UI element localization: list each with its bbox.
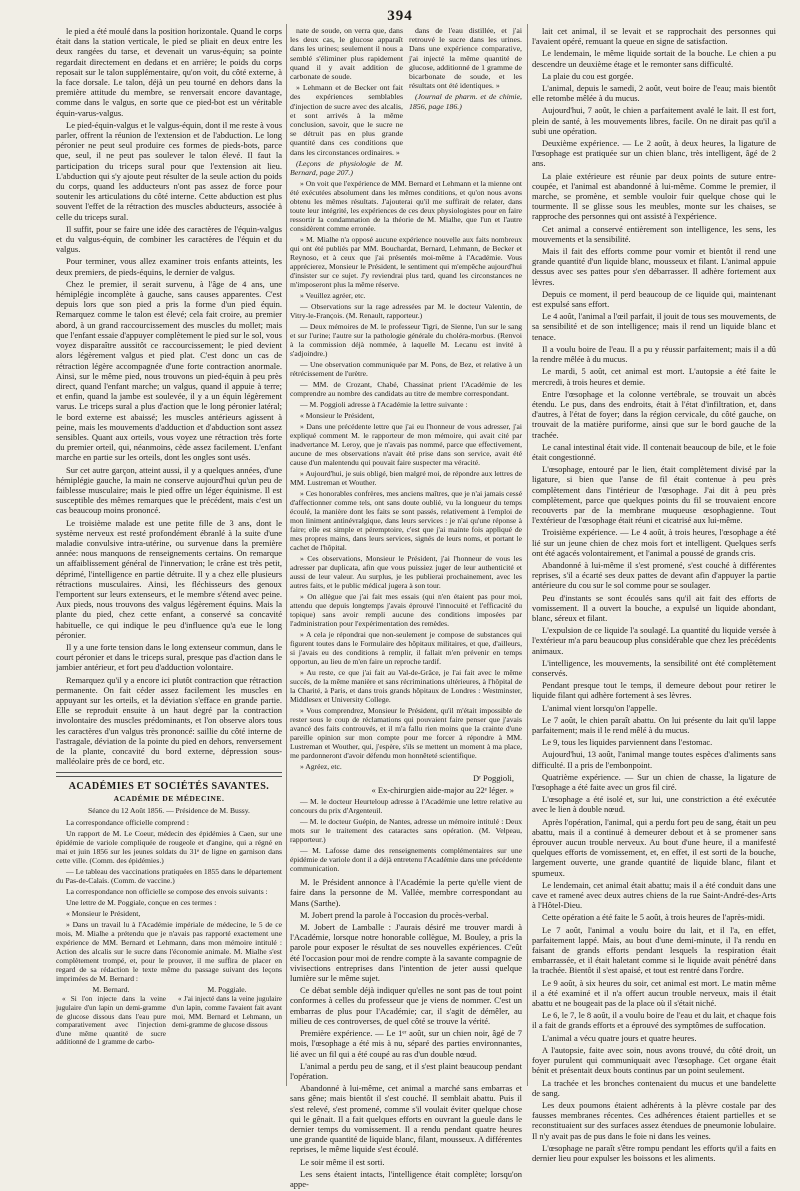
paragraph: L'animal a perdu peu de sang, et il s'est plaint beaucoup pendant l'opération. [290, 1060, 522, 1081]
comparison-right-text: « J'ai injecté dans la veine jugulaire d'un lapin, comme l'avaient fait avant moi, MM. Bernard et Lehmann, un demi-gramme de glucose dissous [172, 995, 282, 1030]
paragraph: Le canal intestinal était vide. Il contenait beaucoup de bile, et le foie était congestionné. [532, 441, 776, 462]
paragraph: Le lendemain, le même liquide sortait de la bouche. Le chien a pu descendre un deuxième étage et le remonter sans difficulté. [532, 48, 776, 69]
seance-date: Séance du 12 Août 1856. — Présidence de M. Bussy. [88, 806, 250, 816]
paragraph: Le lendemain, cet animal était abattu; mais il a été conduit dans une cave et ramené avec deux autres chiens de la rue Saint-André-des-Arts à l'Hôtel-Dieu. [532, 879, 776, 911]
paragraph: lait cet animal, il se levait et se rapprochait des personnes qui l'avaient opéré, remuant la queue en signe de satisfaction. [532, 26, 776, 47]
paragraph: « Monsieur le Président, [300, 411, 375, 421]
paragraph: Abandonné à lui-même il s'est promené, s'est couché à différentes reprises, s'il a écarté ses deux pattes de devant afin d'appuyer la partie antérieure du cou sur le sol comme pour se soulager. [532, 559, 776, 591]
paragraph: » On voit que l'expérience de MM. Bernard et Lehmann et la mienne ont été exécutées absolument dans les mêmes conditions, et qu'on nous avons obtenu les mêmes résultats. J'ajouterai qu'il me suffirait de relater, dans toute leur intégrité, les expériences de ces deux physiologistes pour en faire ressortir la condamnation de la théorie de M. Mialhe, que l'un et l'autre considèrent comme erronée. [290, 179, 522, 234]
signature [290, 773, 522, 783]
academy-report [56, 818, 282, 983]
paragraph: M. le Président annonce à l'Académie la perte qu'elle vient de faire dans la personne de M. Vallée, membre correspondant au Mans (Sarthe). [290, 877, 522, 908]
paragraph: — Deux mémoires de M. le professeur Tigri, de Sienne, l'un sur le sang et sur l'urine; l'autre sur la pathologie générale du choléra-morbus. (Renvoi à la commission déjà nommée, à laquelle M. Lecanu est invité à s'adjoindre.) [290, 322, 522, 359]
paragraph: « Monsieur le Président, [66, 909, 141, 919]
signature-title-text: « Ex-chirurgien aide-major au 22ᵉ léger. » [371, 785, 514, 796]
paragraph: » On allègue que j'ai fait mes essais (qui n'en étaient pas pour moi, attendu que depuis longtemps j'avais éprouvé l'innocuité et l'efficacité du topique) sans avoir rempli aucune des conditions imposées par l'administration pour l'expérimentation des remèdes. [290, 592, 522, 629]
paragraph: Le 6, le 7, le 8 août, il a voulu boire de l'eau et du lait, et chaque fois il a fait de grands efforts et a éprouvé des symptômes de suffocation. [532, 1010, 776, 1031]
comparison-left-cont-text2: » Lehmann et de Becker ont fait des expériences semblables d'injection de sucre avec des alcalis, et sont arrivés à la même conclusion, savoir, que le sucre ne se détruit pas en plus grande quantité dans ces conditions que dans les circonstances ordinaires. » [290, 83, 403, 157]
paragraph: Chez le premier, il serait survenu, à l'âge de 4 ans, une hémiplégie incomplète à gauche, sans causes apparentes. C'est depuis lors que son pied a pris la forme d'un pied équin. Remarquez comme le talon est élevé; cela fait croire, au premier abord, à un grand raccourcissement des muscles du mollet; mais que l'enfant essaie d'appuyer complètement le pied sur le sol, vous voyez disparaître aussitôt ce raccourcissement; le pied devient alors légèrement valgus et pied plat. C'est donc un cas de rétraction légère accompagnée d'une forte contraction anormale. Ainsi, sur le même pied, nous trouvons un pied-équin à peu près direct, quand l'enfant marche; un valgus, quand il appuie à terre; et enfin, quand la jambe est soulevée, il y a un équin légèrement varus. Le triceps sural a plus d'action que le long péronier latéral; le bord externe est abaissé; les muscles antérieurs agissent à peine, mais les mouvements d'adduction et d'abduction sont assez sensibles. Quant aux orteils, vous voyez une rétraction très forte du premier orteil, qui, néanmoins, cède assez facilement. L'enfant marche en partie sur les orteils, dont les ongles sont usés. [56, 278, 282, 463]
comparison-right [172, 985, 282, 1049]
section-title: ACADÉMIES ET SOCIÉTÉS SAVANTES. [68, 781, 270, 793]
comparison-columns [56, 985, 282, 1049]
paragraph: — MM. de Crozant, Chabé, Chassinat prient l'Académie de les comprendre au nombre des candidats au titre de membre correspondant. [290, 380, 522, 399]
paragraph: Le 7 août, le chien paraît abattu. On lui présente du lait qu'il lappe parfaitement; mais il le rend mêlé à du mucus. [532, 714, 776, 735]
paragraph: Première expérience. — Le 1ᵉʳ août, sur un chien noir, âgé de 7 mois, l'œsophage a été mis à nu, séparé des parties environnantes, lié avec un fil qui a été coupé au ras d'un double nœud. [290, 1028, 522, 1059]
academy-letters [290, 179, 522, 771]
column-1 [56, 26, 282, 1049]
paragraph: — Le tableau des vaccinations pratiquées en 1855 dans le département du Pas-de-Calais. (Comm. de vaccine.) [56, 867, 282, 886]
paragraph: La trachée et les bronches contenaient du mucus et une bandelette de sang. [532, 1077, 776, 1098]
paragraph: Un rapport de M. Le Coeur, médecin des épidémies à Caen, sur une épidémie de variole compliquée de rougeole et d'angine, qui a régné en mai et juin 1856 sur les jeunes soldats du 31ᵉ de ligne en garnison dans cette ville. (Comm. des épidémies.) [56, 829, 282, 866]
paragraph: — M. le docteur Heurteloup adresse à l'Académie une lettre relative au concours du prix d'Argenteuil. [290, 797, 522, 816]
comparison-right-cont-text: dans de l'eau distillée, et j'ai retrouvé le sucre dans les urines. Dans une expérience comparative, j'ai injecté la même quantité de glucose, additionné de 1 gramme de bicarbonate de soude, et les résultats ont été identiques. » [409, 26, 522, 91]
paragraph: Aujourd'hui, 13 août, l'animal mange toutes espèces d'aliments sans difficulté. Il a pris de l'embonpoint. [532, 749, 776, 770]
paragraph: L'expulsion de ce liquide l'a soulagé. La quantité du liquide versée à l'extérieur m'a paru beaucoup plus considérable que chez les précédents animaux. [532, 625, 776, 656]
comparison-left-cont-text: nate de soude, on verra que, dans les deux cas, le glucose apparaît dans les urines; seulement il nous a semblé s'éliminer plus rapidement quand il y avait addition de carbonate de soude. [290, 26, 403, 82]
academy-notices [290, 797, 522, 873]
paragraph: — Observations sur la rage adressées par M. le docteur Valentin, de Vitry-le-François. (M. Renault, rapporteur.) [290, 302, 522, 321]
paragraph: » Dans un travail lu à l'Académie impériale de médecine, le 5 de ce mois, M. Mialhe a prétendu que je n'avais pas rapporté exactement une expérience de MM. Bernard et Lehmann, dans mon mémoire intitulé : Action des alcalis sur le sucre dans l'économie animale. M. Mialhe s'est complètement trompé, et, pour le prouver, il me suffira de placer en regard de sa rédaction le texte même du passage suivant des leçons imprimées de M. Bernard : [56, 920, 282, 984]
paragraph: » Ces honorables confrères, mes anciens maîtres, que je n'ai jamais cessé d'affectionner comme tels, ont sans doute oublié, vu la longueur du temps écoulé, la manière dont les faits se sont passés, relativement à l'emploi de mon liniment antinévralgique, dans leurs services : je n'ai qu'une réponse à faire; elle est simple et péremptoire, c'est que j'ai mainte fois appliqué de mes propres mains, dans leurs services, signés de leurs noms, et portant le cachet de l'hôpital. [290, 489, 522, 553]
paragraph: — M. Poggioli adresse à l'Académie la lettre suivante : [300, 400, 468, 410]
paragraph: Troisième expérience. — Le 4 août, à trois heures, l'œsophage a été lié sur un jeune chien de chez mois fort et intelligent. Quelques serfs ont été agacés volontairement, et l'animal a poussé de grands cris. [532, 527, 776, 558]
column-3 [532, 26, 776, 1165]
comparison-right-ref: (Journal de pharm. et de chimie, 1856, page 186.) [409, 92, 522, 111]
comparison-right-cont [409, 26, 522, 179]
paragraph: Une lettre de M. Poggiale, conçue en ces termes : [66, 898, 217, 908]
paragraph: Abandonné à lui-même, cet animal a marché sans embarras et sans gêne; mais bientôt il s'est couché. Il semblait abattu. Puis il s'est relevé, s'est promené, comme s'il voulait éviter quelque chose qui le gênait. Il a fait quelques efforts en ouvrant la gueule dans le dernier temps du vomissement. Il a rendu pendant quatre heures une grande quantité de liquide blanc, filant, mousseux. A différentes reprises, le même liquide s'est écoulé. [290, 1083, 522, 1155]
paragraph: » Veuillez agréer, etc. [300, 291, 366, 301]
paragraph: La correspondance non officielle se compose des envois suivants : [66, 887, 268, 897]
paragraph: Il a voulu boire de l'eau. Il a pu y réussir parfaitement; mais il a dû la rendre mêlée à du mucus. [532, 343, 776, 365]
paragraph: L'œsophage a été isolé et, sur lui, une constriction a été exécutée avec le lien à double nœud. [532, 794, 776, 815]
paragraph: Le pied-équin-valgus et le valgus-équin, dont il me reste à vous parler, offrent la réunion de l'extension et de l'abduction. Le long péronier ne peut seul produire ces formes de pieds-bots, parce que, seul, il ne peut pas soulever le talon élevé. Il faut la participation du triceps sural pour que l'extension ait lieu. L'abduction qui s'y ajoute peut résulter de la seule action du poids du corps, quand les adducteurs n'ont pas assez de force pour soutenir les articulations du côté interne. Cette abduction est plus souvent l'effet de la rétraction des muscles abducteurs, associée à celle du triceps sural. [56, 119, 282, 222]
paragraph: Mais il fait des efforts comme pour vomir et bientôt il rend une grande quantité d'un liquide blanc, mousseux et filant. L'animal appuie dessus avec ses pattes pour s'en débarrasser. Il adhère fortement aux lèvres. [532, 246, 776, 287]
paragraph: L'œsophage, entouré par le lien, était complètement divisé par la ligature, si bien que l'anse de fil était contenue à peu près complètement dans l'intérieur de l'œsophage. J'ai dit à peu près complètement, parce que quelques points du fil se trouvaient encore recouverts par de la membrane muqueuse œsophagienne. Tout l'extérieur de l'œsophage était réuni et cicatrisé aux lui-même. [532, 464, 776, 526]
paragraph: Peu d'instants se sont écoulés sans qu'il ait fait des efforts de vomissement. Il a ouvert la bouche, a expulsé un liquide abondant, blanc, séreux et filant. [532, 592, 776, 623]
paragraph: Pendant presque tout le temps, il demeure debout pour retirer le liquide filant qui adhère fortement à ses lèvres. [532, 680, 776, 701]
paragraph: » Aujourd'hui, je suis obligé, bien malgré moi, de répondre aux lettres de MM. Lustreman et Wouther. [290, 469, 522, 488]
paragraph: Les deux poumons étaient adhérents à la plèvre costale par des fausses membranes récentes. Ces adhérences étaient partielles et se reconstituaient sur des surfaces assez étendues de pneumonie lobulaire. Il n'y avait pas de pus dans le foie ni dans les veines. [532, 1099, 776, 1141]
paragraph: Sur cet autre garçon, atteint aussi, il y a quelques années, d'une hémiplégie gauche, la main ne conserve aujourd'hui qu'un peu de faiblesse musculaire; mais le pied offre un léger équinisme. Il est susceptible des mêmes remarques que le précédent, mais c'est un cas beaucoup moins prononcé. [56, 464, 282, 516]
experiments-text [532, 26, 776, 1163]
section-rule-bottom [56, 776, 282, 777]
paragraph: M. Jobert prend la parole à l'occasion du procès-verbal. [300, 909, 489, 920]
paragraph: Il y a une forte tension dans le long extenseur commun, dans le court péronier et dans le triceps sural, presque pas d'action dans le jambier antérieur, et fort peu d'adduction volontaire. [56, 641, 282, 673]
paragraph: Les sens étaient intacts, l'intelligence était complète; lorsqu'on appe- [290, 1168, 522, 1189]
paragraph: Le 9, tous les liquides parviennent dans l'estomac. [542, 737, 713, 748]
column-rule-2 [527, 24, 528, 1086]
paragraph: Le 9 août, à six heures du soir, cet animal est mort. Le matin même il a été examiné et il n'a offert aucun trouble nerveux, mais il était abattu et ne bougeait pas de la place où il s'était niché. [532, 977, 776, 1009]
paragraph: Quatrième expérience. — Sur un chien de chasse, la ligature de l'œsophage a été faite avec un gros fil ciré. [532, 771, 776, 793]
comparison-continued [290, 26, 522, 179]
paragraph: » Au reste, ce que j'ai fait au Val-de-Grâce, je l'ai fait avec le même succès, de la même manière et sans récriminations ultérieures, à l'hôpital de la Charité, à Paris, et dans trois grands hôpitaux de Londres : Westminster, Middlesex et University College. [290, 668, 522, 705]
paragraph: Il suffit, pour se faire une idée des caractères de l'équin-valgus et du valgus-équin, de combiner les caractères de l'équin et du valgus. [56, 223, 282, 255]
jobert-communication [290, 877, 522, 1189]
paragraph: — M. le docteur Guépin, de Nantes, adresse un mémoire intitulé : Deux mots sur le traitement des cataractes sans opération. (M. Velpeau, rapporteur.) [290, 817, 522, 845]
paragraph: La correspondance officielle comprend : [66, 818, 189, 828]
paragraph: Depuis ce moment, il perd beaucoup de ce liquide qui, maintenant est expulsé sans effort. [532, 288, 776, 310]
paragraph: » Ces observations, Monsieur le Président, j'ai l'honneur de vous les adresser par duplicata, afin que vous puissiez juger de leur authenticité et aussi de leur valeur. Au surplus, je les publierai prochainement, avec les autres faits, et le public médical jugera à son tour. [290, 554, 522, 591]
column-rule-1 [286, 24, 287, 1086]
comparison-right-head: M. Poggiale. [207, 985, 247, 995]
paragraph: Deuxième expérience. — Le 2 août, à deux heures, la ligature de l'œsophage est pratiquée sur un chien blanc, très intelligent, âgé de 2 ans. [532, 138, 776, 169]
article-pied-bot [56, 26, 282, 766]
signature-title [290, 785, 522, 795]
paragraph: Le 4 août, l'animal a l'œil parfait, il jouit de tous ses mouvements, de sa sensibilité et de son intelligence; mais il rend un liquide blanc et tenace. [532, 311, 776, 342]
paragraph: L'intelligence, les mouvements, la sensibilité ont été complètement conservés. [532, 657, 776, 678]
paragraph: » Vous comprendrez, Monsieur le Président, qu'il m'était impossible de rester sous le coup de réclamations qui pouvaient faire penser que j'avais avancé des faits controuvés, et il m'a fallu rien moins que la crainte d'une pareille opinion sur mon compte pour me forcer à répondre à MM. Lustreman et Wouther, qui, j'espère, s'ils se mettent un moment à ma place, me pardonneront d'avoir défendu mon honnêteté scientifique. [290, 706, 522, 761]
paragraph: Cet animal a conservé entièrement son intelligence, les sens, les mouvements et la sensibilité. [532, 223, 776, 244]
comparison-left-text: « Si l'on injecte dans la veine jugulaire d'un lapin un demi-gramme de glucose dissous dans l'eau pure comparativement avec l'injection d'une même quantité de sucre additionné de 1 gramme de carbo- [56, 995, 166, 1047]
section-rule-top [56, 772, 282, 773]
paragraph: Ce débat semble déjà indiquer qu'elles ne sont pas de tout point conformes à celles du professeur que je viens de nommer. C'est un embarras de plus pour l'Académie; car, il s'agit de démêler, au milieu de ces controverses, de quel côté se trouve la vérité. [290, 985, 522, 1026]
column-2 [290, 26, 522, 1191]
paragraph: — Une observation communiquée par M. Pons, de Bez, et relative à un rétrécissement de l'urètre. [290, 360, 522, 379]
paragraph: M. Jobert de Lamballe : J'aurais désiré me trouver mardi à l'Académie, lorsque notre honorable collègue, M. Bouley, a pris la parole pour exposer le résultat de ses nouvelles expériences. C'eût été l'occasion pour moi de rendre compte à la savante compagnie de vivisections entreprises dans l'intention de jeter aussi quelque lumière sur le même sujet. [290, 922, 522, 984]
paragraph: L'animal vient lorsqu'on l'appelle. [542, 702, 658, 713]
paragraph: Pour terminer, vous allez examiner trois enfants atteints, les deux premiers, de pieds-équins, le dernier de valgus. [56, 256, 282, 277]
paragraph: Cette opération a été faite le 5 août, à trois heures de l'après-midi. [542, 912, 765, 923]
signature-name: Dʳ Poggioli, [472, 773, 514, 784]
paragraph: Le mardi, 5 août, cet animal est mort. L'autopsie a été faite le mercredi, à trois heures et demie. [532, 366, 776, 387]
paragraph: Le soir même il est sorti. [300, 1156, 385, 1167]
comparison-left-head: M. Bernard. [92, 985, 130, 995]
paragraph: L'animal, depuis le samedi, 2 août, veut boire de l'eau; mais bientôt elle retombe mêlée à du mucus. [532, 83, 776, 104]
comparison-left-ref: (Leçons de physiologie de M. Bernard, page 207.) [290, 158, 403, 178]
paragraph: » A cela je répondrai que non-seulement je compose de substances qui figurent toutes dans le Formulaire des hôpitaux militaires, et que, d'ailleurs, si j'avais eu des conditions à remplir, il fallait m'en prévenir en temps opportun, au lieu de m'en faire un reproche tardif. [290, 630, 522, 667]
paragraph: Après l'opération, l'animal, qui a perdu fort peu de sang, était un peu abattu, mais il a continué à demeurer debout et à se promener sans éprouver aucun trouble nerveux. Au bout d'une heure, il a manifesté quelques efforts de vomissement, et, en effet, il est sorti de la bouche, largement ouverte, une grande quantité de liquide blanc, filant et spumeux. [532, 816, 776, 878]
paragraph: » Dans une précédente lettre que j'ai eu l'honneur de vous adresser, j'ai expliqué comment M. le rapporteur de mon mémoire, qui avait cité par inadvertance M. Leroy, que je n'avais pas nommé, parce que effectivement, aucune de mes observations n'avait été prise dans son service, avait été cause d'un malentendu qui pouvait faire suspecter ma véracité. [290, 422, 522, 468]
paragraph: L'œsophage ne paraît s'être rompu pendant les efforts qu'il a faits en dernier lieu pour expulser les boissons et les aliments. [532, 1142, 776, 1163]
paragraph: » Agréez, etc. [300, 762, 342, 772]
paragraph: — M. Lafosse dame des renseignements complémentaires sur une épidémie de variole dont il a déjà entretenu l'Académie dans une précédente communication. [290, 846, 522, 874]
academy-title: ACADÉMIE DE MÉDECINE. [113, 794, 225, 804]
paragraph: Entre l'œsophage et la colonne vertébrale, se trouvait un abcès étendu. Le pus, dans des endroits, était à l'état d'infiltration, et, dans d'autres, à l'état de foyer; dans la région cervicale, du côté gauche, on trouvait de la matière puriforme, ainsi que sur le bord gauche de la trachée. [532, 388, 776, 440]
paragraph: le pied a été moulé dans la position horizontale. Quand le corps était dans la station verticale, le pied se pliait en deux entre les deux rangées du tarse, et devenait un varus-équin; sa pointe regardait directement en dedans et en arrière; le poids du corps reposait sur le talon supplémentaire, qu'on voit, du côté externe, à la face dorsale. Le talon, déjà un peu tourné en dehors dans la première attitude du membre, se renversait encore davantage, comme dans le valgus, en sorte que ce pied-bot est un véritable équin-varus-valgus. [56, 26, 282, 118]
paragraph: Aujourd'hui, 7 août, le chien a parfaitement avalé le lait. Il est fort, plein de santé, à les mouvements libres, facile. On ne dirait pas qu'il a subi une opération. [532, 105, 776, 136]
paragraph: Remarquez qu'il y a encore ici plutôt contraction que rétraction permanente. On fait céder assez facilement les muscles en appuyant sur les orteils, et la déviation s'efface en grande partie. Elle se reproduit ensuite à un haut degré par la contraction involontaire des muscles prédominants, et l'on observe alors tous les caractères d'un valgus très prononcé: saillie du côté interne de l'astragale, déviation de la pointe du pied en dehors, renversement de la plante, concavité du bord externe, dépression sous-malléolaire près de ce bord, etc. [56, 674, 282, 767]
paragraph: La plaie du cou est gorgée. [542, 70, 634, 81]
paragraph: Le troisième malade est une petite fille de 3 ans, dont le système nerveux est resté profondément ébranlé à la suite d'une maladie convulsive intra-utérine, ou survenue dans la première année: nous manquons de renseignements certains. On remarque un affaiblissement général de l'innervation; le crâne est très petit, déprimé, l'intelligence en partie détruite. Il y a chez elle plusieurs rétractions musculaires. Ainsi, les fléchisseurs des genoux l'emportent sur leurs extenseurs, et le membre s'étend avec peine. Aux pieds, nous trouvons des valgus légèrement équins. Mais la plante du pied, chez cette enfant, a conservé sa concavité habituelle, ce qui indique le peu d'influence qu'a eue le long péronier. [56, 517, 282, 640]
paragraph: » M. Mialhe n'a opposé aucune expérience nouvelle aux faits nombreux qui ont été publiés par MM. Bouchardat, Bernard, Lehmann, de Becker et Reynoso, et à ceux que j'ai présentés moi-même à l'Académie. Vous apprécierez, Monsieur le Président, le sentiment qui m'empêche aujourd'hui d'insister sur ce sujet. J'y reviendrai plus tard, quand les circonstances ne m'imposeront plus la même réserve. [290, 235, 522, 290]
page-number: 394 [387, 8, 413, 24]
paragraph: La plaie extérieure est réunie par deux points de suture entre-coupée, et l'animal est abandonné à lui-même. Comme le premier, il marche, se promène, et semble vouloir fuir quelque chose qui le tourmente. Il se glisse sous les meubles, monte sur les chaises, se rapproche des personnes qui ont assisté à l'expérience. [532, 170, 776, 222]
paragraph: L'animal a vécu quatre jours et quatre heures. [542, 1032, 697, 1043]
paragraph: A l'autopsie, faite avec soin, nous avons trouvé, du côté droit, un foyer purulent qui communiquait avec l'œsophage. Cet organe était bénit et présentait deux bouts continus par un point seulement. [532, 1044, 776, 1076]
comparison-left-cont [290, 26, 403, 179]
paragraph: Le 7 août, l'animal a voulu boire du lait, et il l'a, en effet, parfaitement lappé. Mais, au bout d'une demi-minute, il l'a rendu en faisant de grands efforts pendant lesquels la respiration était embarrassée, et il était haletant comme si le liquide avait pénétré dans la trachée. Bientôt il s'est apaisé, et tout est rentré dans l'ordre. [532, 924, 776, 976]
comparison-left [56, 985, 166, 1049]
